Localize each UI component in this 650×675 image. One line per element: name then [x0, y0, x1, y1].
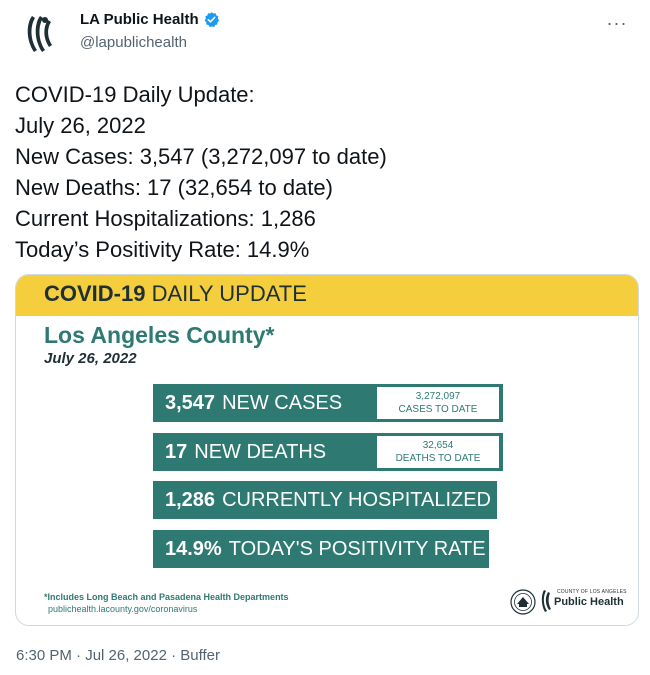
tweet-line: New Deaths: 17 (32,654 to date): [15, 175, 333, 200]
card-url: publichealth.lacounty.gov/coronavirus: [48, 604, 198, 614]
stat-label: NEW CASES: [222, 391, 343, 414]
covid-update-image[interactable]: [15, 274, 639, 626]
banner-title-rest: DAILY UPDATE: [151, 281, 307, 306]
stat-value: 14.9%: [165, 537, 222, 560]
banner-title: [44, 281, 307, 307]
la-public-health-logo-icon[interactable]: [18, 10, 66, 58]
stat-hospitalized: [153, 481, 497, 519]
stat-label: NEW DEATHS: [194, 440, 327, 463]
stat-to-date-label: DEATHS TO DATE: [395, 453, 481, 464]
stat-label: TODAY'S POSITIVITY RATE: [228, 537, 486, 560]
public-health-mark-icon: [540, 589, 552, 613]
tweet-timestamp-source[interactable]: 6:30 PM · Jul 26, 2022 · Buffer: [16, 647, 221, 664]
county-title: Los Angeles County*: [44, 322, 275, 348]
banner-title-bold: COVID-19: [44, 281, 146, 306]
stat-value: 17: [165, 440, 188, 463]
stat-to-date-box: [377, 436, 499, 468]
tweet-line: July 26, 2022: [15, 113, 146, 138]
tweet-header: [18, 8, 632, 58]
update-date: July 26, 2022: [44, 350, 137, 367]
more-options-icon[interactable]: ···: [606, 12, 628, 33]
tweet-line: Current Hospitalizations: 1,286: [15, 206, 316, 231]
stat-label: CURRENTLY HOSPITALIZED: [222, 488, 491, 511]
tweet-line: Today’s Positivity Rate: 14.9%: [15, 237, 310, 262]
county-seal-icon: [510, 589, 536, 615]
stat-new-deaths: [153, 433, 503, 471]
tweet-line: New Cases: 3,547 (3,272,097 to date): [15, 144, 387, 169]
stat-to-date-value: 32,654: [422, 440, 454, 451]
stat-value: 3,547: [165, 391, 216, 414]
author-handle[interactable]: @lapublichealth: [80, 34, 187, 51]
stat-to-date-box: [377, 387, 499, 419]
stat-new-cases: [153, 384, 503, 422]
author-display-name[interactable]: LA Public Health: [80, 11, 199, 28]
public-health-logo-big: Public Health: [554, 596, 624, 608]
public-health-logo-small: COUNTY OF LOS ANGELES: [557, 589, 627, 595]
card-footnote: *Includes Long Beach and Pasadena Health Departments: [44, 592, 289, 602]
stat-to-date-value: 3,272,097: [415, 391, 461, 402]
tweet-line: COVID-19 Daily Update:: [15, 82, 255, 107]
stat-positivity-rate: [153, 530, 489, 568]
stat-to-date-label: CASES TO DATE: [398, 404, 478, 415]
public-health-logo: [540, 586, 627, 616]
stat-value: 1,286: [165, 488, 216, 511]
tweet-text: [15, 79, 615, 265]
verified-badge-icon: [203, 11, 220, 28]
update-banner: [16, 275, 638, 316]
